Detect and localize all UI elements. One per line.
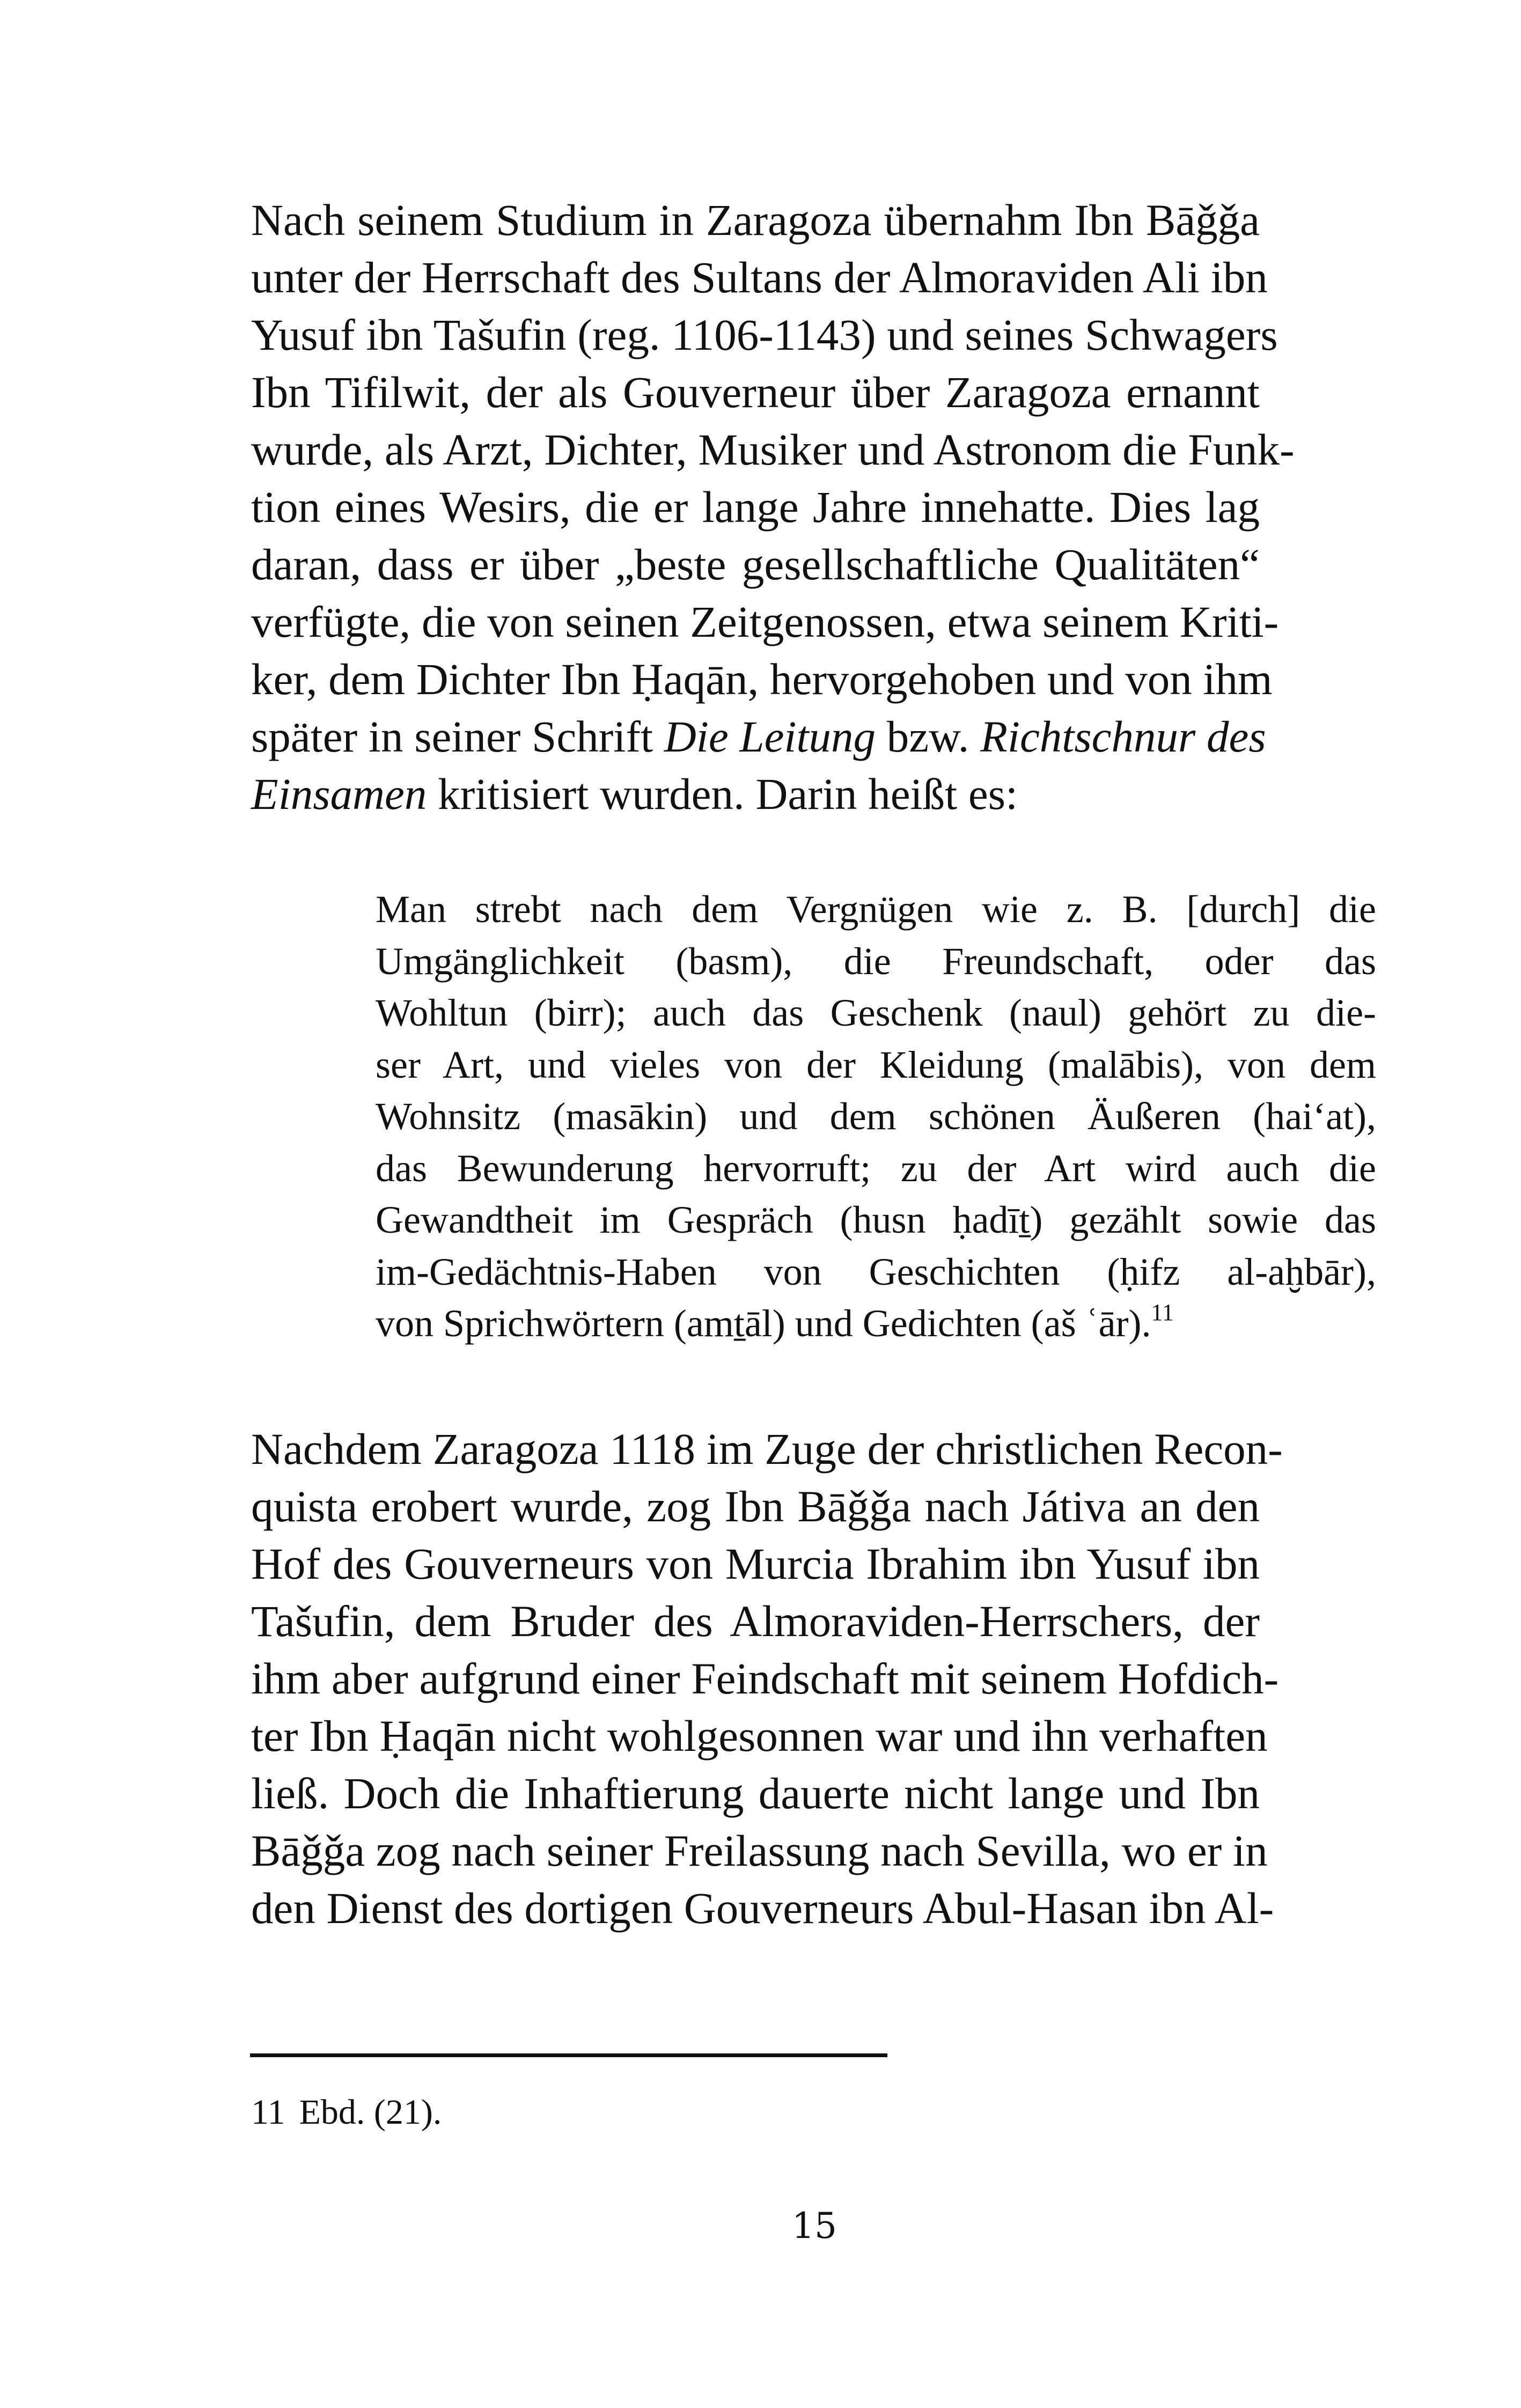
work-title-die-leitung: Die Leitung bbox=[664, 712, 876, 761]
text-line: Yusuf ibn Tašufin (reg. 1106-1143) und seines Schwagers bbox=[251, 310, 1278, 359]
text-run: kritisiert wurden. Darin heißt es: bbox=[427, 769, 1018, 819]
text-run: bzw. bbox=[876, 712, 981, 761]
text-line: wurde, als Arzt, Dichter, Musiker und Astronom die Funk- bbox=[251, 425, 1295, 474]
text-line: ter Ibn Ḥaqān nicht wohlgesonnen war und ihn verhaften bbox=[251, 1711, 1268, 1761]
page-number: 15 bbox=[792, 2205, 837, 2247]
quote-line: im-Gedächtnis-Haben von Geschichten (ḥifz al-aḫbār), bbox=[376, 1250, 1376, 1293]
quote-line: ser Art, und vieles von der Kleidung (malābis), von dem bbox=[376, 1043, 1376, 1086]
text-line bbox=[251, 765, 1260, 823]
text-line: Hof des Gouverneurs von Murcia Ibrahim ibn Yusuf ibn bbox=[251, 1539, 1260, 1588]
text-line bbox=[251, 708, 1266, 765]
body-paragraph-1 bbox=[251, 192, 1295, 823]
text-line: Nachdem Zaragoza 1118 im Zuge der christlichen Recon- bbox=[251, 1424, 1283, 1474]
work-title-richtschnur-cont: Einsamen bbox=[251, 769, 427, 819]
text-line: unter der Herrschaft des Sultans der Almoraviden Ali ibn bbox=[251, 253, 1268, 302]
quote-line: Wohnsitz (masākin) und dem schönen Äußeren (hai‘at), bbox=[376, 1095, 1376, 1138]
text-line: Tašufin, dem Bruder des Almoraviden-Herrschers, der bbox=[251, 1596, 1260, 1646]
footnote-reference[interactable]: 11 bbox=[1151, 1299, 1174, 1325]
block-quote bbox=[376, 883, 1376, 1350]
text-line: ließ. Doch die Inhaftierung dauerte nicht lange und Ibn bbox=[251, 1769, 1260, 1818]
footnote-number: 11 bbox=[251, 2093, 285, 2132]
quote-line: Wohltun (birr); auch das Geschenk (naul) gehört zu die- bbox=[376, 991, 1376, 1034]
text-line: Ibn Tifilwit, der als Gouverneur über Zaragoza ernannt bbox=[251, 367, 1260, 417]
text-line: Nach seinem Studium in Zaragoza übernahm Ibn Bāǧǧa bbox=[251, 195, 1260, 245]
text-line: daran, dass er über „beste gesellschaftliche Qualitäten“ bbox=[251, 540, 1260, 589]
quote-line bbox=[376, 1298, 1376, 1350]
quote-line: Gewandtheit im Gespräch (husn ḥadīṯ) gezählt sowie das bbox=[376, 1198, 1376, 1241]
quote-line: das Bewunderung hervorruft; zu der Art wird auch die bbox=[376, 1146, 1376, 1190]
footnote-separator bbox=[250, 2053, 887, 2057]
text-run: später in seiner Schrift bbox=[251, 712, 664, 761]
text-line: quista erobert wurde, zog Ibn Bāǧǧa nach Játiva an den bbox=[251, 1482, 1260, 1531]
text-line: den Dienst des dortigen Gouverneurs Abul-Hasan ibn Al- bbox=[251, 1883, 1274, 1933]
footnote bbox=[251, 2091, 442, 2134]
text-line: verfügte, die von seinen Zeitgenossen, etwa seinem Kriti- bbox=[251, 597, 1279, 646]
body-paragraph-2 bbox=[251, 1420, 1283, 1937]
text-run: von Sprichwörtern (amṯāl) und Gedichten (aš ʿār). bbox=[376, 1302, 1151, 1345]
quote-line: Man strebt nach dem Vergnügen wie z. B. [durch] die bbox=[376, 888, 1376, 931]
text-line: tion eines Wesirs, die er lange Jahre innehatte. Dies lag bbox=[251, 482, 1260, 532]
quote-line: Umgänglichkeit (basm), die Freundschaft, oder das bbox=[376, 939, 1376, 983]
text-line: ihm aber aufgrund einer Feindschaft mit seinem Hofdich- bbox=[251, 1654, 1279, 1703]
text-line: Bāǧǧa zog nach seiner Freilassung nach Sevilla, wo er in bbox=[251, 1826, 1268, 1875]
work-title-richtschnur: Richtschnur des bbox=[980, 712, 1266, 761]
footnote-text: Ebd. (21). bbox=[299, 2093, 442, 2132]
text-line: ker, dem Dichter Ibn Ḥaqān, hervorgehoben und von ihm bbox=[251, 654, 1273, 704]
